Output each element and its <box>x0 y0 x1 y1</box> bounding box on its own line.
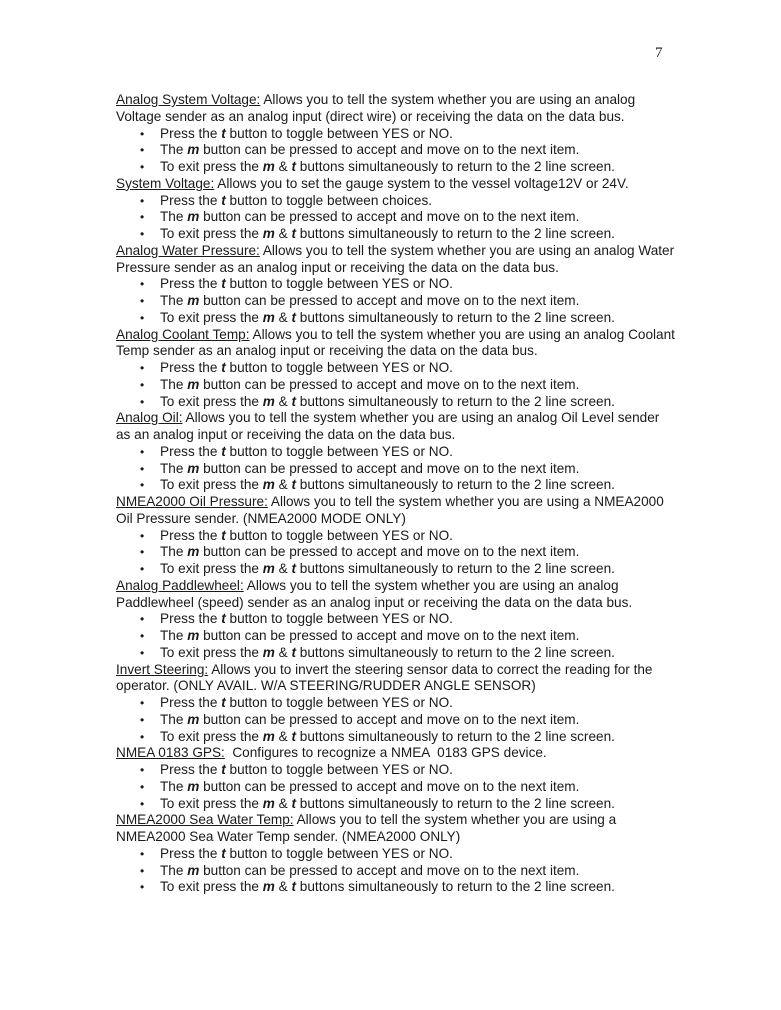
bullet-icon: • <box>140 796 145 811</box>
section-heading: System Voltage: <box>116 175 215 191</box>
bullet-text: To exit press the <box>160 795 263 811</box>
button-key-label: t <box>221 845 226 861</box>
button-key-label: m & t <box>262 226 297 241</box>
bullet-icon: • <box>140 629 145 643</box>
list-item <box>116 193 676 210</box>
button-key-label: t <box>221 527 226 543</box>
bullet-text: buttons simultaneously to return to the 2 line screen. <box>296 226 615 241</box>
bullet-text: The <box>160 711 188 727</box>
section-description <box>116 812 676 846</box>
bullet-icon: • <box>140 562 145 576</box>
button-key-label: m <box>187 778 200 794</box>
button-key-label: m <box>187 209 200 225</box>
section-description <box>116 494 676 528</box>
button-key-label: m <box>187 376 200 392</box>
bullet-text: buttons simultaneously to return to the 2 line screen. <box>296 309 615 325</box>
list-item <box>116 377 676 394</box>
bullet-text: Press the <box>160 443 222 459</box>
bullet-list <box>116 528 676 578</box>
bullet-icon: • <box>140 394 145 409</box>
list-item <box>116 695 676 712</box>
section-description <box>116 578 676 612</box>
bullet-list <box>116 846 676 896</box>
button-key-label: t <box>221 276 226 292</box>
settings-section <box>116 176 676 243</box>
bullet-text: button to toggle between YES or NO. <box>225 360 453 375</box>
button-key-label: m & t <box>262 795 297 811</box>
button-key-label: t <box>221 192 226 208</box>
button-key-label: m & t <box>262 393 297 409</box>
bullet-icon: • <box>140 143 145 158</box>
bullet-icon: • <box>140 377 145 392</box>
list-item <box>116 729 676 746</box>
bullet-text: To exit press the <box>160 477 263 493</box>
button-key-label: m & t <box>262 477 297 493</box>
section-description <box>116 326 679 361</box>
list-item <box>116 310 676 327</box>
bullet-text: button can be pressed to accept and move on to the next item. <box>199 142 580 158</box>
bullet-icon: • <box>140 461 145 476</box>
bullet-text: Press the <box>160 845 222 861</box>
bullet-text: button can be pressed to accept and move on to the next item. <box>199 293 580 308</box>
bullet-text: The <box>160 142 188 158</box>
button-key-label: m & t <box>262 644 297 660</box>
section-text: Allows you to tell the system whether you are using an analog Voltage sender as an analog input (direct wire) or receiving the data on the data bus. <box>116 92 639 124</box>
bullet-text: button can be pressed to accept and move on to the next item. <box>199 460 580 476</box>
section-text: Allows you to tell the system whether you are using an analog Coolant Temp sender as an analog input or receiving the data on the data bus. <box>116 326 679 359</box>
bullet-text: To exit press the <box>160 644 263 660</box>
button-key-label: t <box>221 695 226 710</box>
button-key-label: m & t <box>262 159 297 174</box>
list-item <box>116 209 676 226</box>
settings-section <box>116 662 676 746</box>
section-text: Allows you to set the gauge system to the vessel voltage12V or 24V. <box>214 175 629 191</box>
settings-section <box>116 745 676 812</box>
bullet-text: buttons simultaneously to return to the 2 line screen. <box>296 728 615 744</box>
button-key-label: t <box>221 125 226 141</box>
list-item <box>116 461 676 478</box>
button-key-label: m <box>187 711 200 727</box>
bullet-text: button to toggle between YES or NO. <box>225 125 453 141</box>
bullet-text: buttons simultaneously to return to the 2 line screen. <box>296 393 615 409</box>
list-item <box>116 628 676 645</box>
list-item <box>116 846 676 863</box>
list-item <box>116 863 676 880</box>
bullet-list <box>116 126 676 176</box>
bullet-text: buttons simultaneously to return to the 2 line screen. <box>296 795 615 811</box>
section-text: Allows you to tell the system whether you are using an analog Paddlewheel (speed) sender as an analog input or receiving the data on the data bus. <box>116 577 633 610</box>
button-key-label: m <box>187 142 200 158</box>
list-item <box>116 561 676 578</box>
section-heading: NMEA2000 Sea Water Temp: <box>116 812 294 828</box>
settings-section <box>116 326 679 411</box>
section-description <box>116 410 676 444</box>
list-item <box>116 544 676 561</box>
bullet-icon: • <box>140 645 145 660</box>
bullet-text: The <box>160 376 188 392</box>
bullet-text: button to toggle between YES or NO. <box>225 276 453 292</box>
bullet-text: Press the <box>160 611 222 627</box>
button-key-label: t <box>221 611 226 627</box>
button-key-label: m & t <box>262 728 297 744</box>
bullet-text: buttons simultaneously to return to the 2 line screen. <box>296 159 615 174</box>
bullet-icon: • <box>140 310 145 325</box>
section-heading: Analog Paddlewheel: <box>116 577 244 593</box>
bullet-icon: • <box>140 277 145 292</box>
bullet-text: Press the <box>160 360 222 375</box>
bullet-text: Press the <box>160 527 222 543</box>
bullet-text: To exit press the <box>160 393 263 409</box>
bullet-text: button can be pressed to accept and move on to the next item. <box>199 376 580 392</box>
button-key-label: t <box>221 360 226 375</box>
bullet-text: button to toggle between YES or NO. <box>225 443 453 459</box>
bullet-text: The <box>160 209 188 225</box>
section-text: Allows you to tell the system whether you are using an analog Water Pressure sender as an analog input or receiving the data on the data bus. <box>116 242 678 275</box>
bullet-text: The <box>160 778 188 794</box>
bullet-icon: • <box>140 612 145 627</box>
button-key-label: m & t <box>262 309 297 325</box>
bullet-list <box>116 193 676 243</box>
button-key-label: m <box>187 293 200 308</box>
bullet-text: button to toggle between YES or NO. <box>225 695 453 710</box>
settings-section <box>116 410 676 494</box>
bullet-icon: • <box>140 361 145 375</box>
bullet-text: To exit press the <box>160 561 263 576</box>
settings-section <box>116 92 676 176</box>
settings-section <box>116 243 676 327</box>
bullet-icon: • <box>140 863 145 878</box>
button-key-label: m & t <box>262 879 297 895</box>
page-number: 7 <box>655 45 663 61</box>
button-key-label: m <box>187 628 200 643</box>
section-text: Configures to recognize a NMEA 0183 GPS device. <box>224 745 547 761</box>
bullet-list <box>116 695 676 745</box>
settings-section <box>116 494 676 578</box>
bullet-text: Press the <box>160 192 222 208</box>
bullet-text: buttons simultaneously to return to the 2 line screen. <box>296 477 615 493</box>
button-key-label: t <box>221 762 226 777</box>
bullet-text: Press the <box>160 276 222 292</box>
bullet-icon: • <box>140 478 145 493</box>
bullet-icon: • <box>140 227 145 241</box>
bullet-icon: • <box>140 696 145 710</box>
section-text: Allows you to tell the system whether you are using a NMEA2000 Oil Pressure sender. (NMEA2000 MODE ONLY) <box>116 494 668 526</box>
settings-section <box>116 578 676 662</box>
bullet-icon: • <box>140 763 145 777</box>
bullet-text: button can be pressed to accept and move on to the next item. <box>199 778 580 794</box>
bullet-text: button can be pressed to accept and move on to the next item. <box>199 544 580 560</box>
bullet-text: To exit press the <box>160 728 263 744</box>
section-description <box>116 662 676 696</box>
list-item <box>116 645 676 662</box>
bullet-list <box>116 762 676 812</box>
section-heading: Analog Water Pressure: <box>116 242 260 258</box>
bullet-text: To exit press the <box>160 226 263 241</box>
section-heading: Analog Oil: <box>116 410 183 426</box>
bullet-icon: • <box>140 444 145 459</box>
button-key-label: t <box>221 443 226 459</box>
list-item <box>116 477 676 494</box>
list-item <box>116 394 676 411</box>
bullet-text: button to toggle between YES or NO. <box>225 527 453 543</box>
bullet-text: button can be pressed to accept and move on to the next item. <box>199 209 580 225</box>
list-item <box>116 142 676 159</box>
bullet-text: The <box>160 544 188 560</box>
list-item <box>116 762 676 779</box>
bullet-text: button can be pressed to accept and move on to the next item. <box>199 862 580 878</box>
bullet-text: The <box>160 862 188 878</box>
list-item <box>116 879 676 896</box>
list-item <box>116 293 676 310</box>
bullet-list <box>116 444 676 494</box>
bullet-text: The <box>160 293 188 308</box>
bullet-text: Press the <box>160 695 222 710</box>
bullet-text: To exit press the <box>160 159 263 174</box>
list-item <box>116 444 676 461</box>
bullet-icon: • <box>140 729 145 744</box>
bullet-text: The <box>160 460 188 476</box>
bullet-icon: • <box>140 528 145 543</box>
list-item <box>116 126 676 143</box>
bullet-text: button can be pressed to accept and move on to the next item. <box>199 628 580 643</box>
bullet-text: Press the <box>160 125 222 141</box>
section-text: Allows you to tell the system whether you are using an analog Oil Level sender as an analog input or receiving the data on the data bus. <box>116 410 664 442</box>
section-text: Allows you to tell the system whether you are using a NMEA2000 Sea Water Temp sender. (NMEA2000 ONLY) <box>116 812 620 844</box>
list-item <box>116 779 676 796</box>
bullet-text: buttons simultaneously to return to the 2 line screen. <box>296 644 615 660</box>
bullet-icon: • <box>140 846 145 861</box>
bullet-text: To exit press the <box>160 879 263 895</box>
bullet-text: buttons simultaneously to return to the 2 line screen. <box>296 561 615 576</box>
section-heading: Analog Coolant Temp: <box>116 326 250 342</box>
document-body <box>116 92 679 896</box>
button-key-label: m <box>187 460 200 476</box>
list-item <box>116 796 676 813</box>
button-key-label: m <box>187 862 200 878</box>
section-heading: Invert Steering: <box>116 661 209 677</box>
bullet-text: To exit press the <box>160 309 263 325</box>
section-text: Allows you to invert the steering sensor data to correct the reading for the operator. (ONLY AVAIL. W/A STEERING/RUDDER ANGLE SENSOR) <box>116 661 657 694</box>
bullet-icon: • <box>140 210 145 225</box>
bullet-text: button can be pressed to accept and move on to the next item. <box>199 711 580 727</box>
button-key-label: m & t <box>262 561 297 576</box>
list-item <box>116 360 676 377</box>
section-heading: NMEA2000 Oil Pressure: <box>116 494 268 509</box>
list-item <box>116 226 676 243</box>
bullet-text: button to toggle between YES or NO. <box>225 611 453 627</box>
button-key-label: m <box>187 544 200 560</box>
bullet-icon: • <box>140 712 145 727</box>
section-description <box>116 745 676 762</box>
bullet-text: button to toggle between YES or NO. <box>225 845 453 861</box>
bullet-text: button to toggle between choices. <box>225 192 433 208</box>
section-description <box>116 243 676 277</box>
bullet-list <box>116 276 676 326</box>
bullet-icon: • <box>140 126 145 141</box>
bullet-text: Press the <box>160 762 222 777</box>
bullet-text: button to toggle between YES or NO. <box>225 762 453 777</box>
bullet-icon: • <box>140 880 145 895</box>
list-item <box>116 276 676 293</box>
bullet-icon: • <box>140 193 145 208</box>
list-item <box>116 159 676 176</box>
bullet-icon: • <box>140 160 145 174</box>
bullet-icon: • <box>140 545 145 560</box>
section-description <box>116 176 676 193</box>
bullet-list <box>116 360 676 410</box>
bullet-list <box>116 611 676 661</box>
bullet-icon: • <box>140 294 145 308</box>
bullet-text: buttons simultaneously to return to the 2 line screen. <box>296 879 615 895</box>
settings-section <box>116 812 676 896</box>
section-heading: NMEA 0183 GPS: <box>116 745 225 761</box>
list-item <box>116 528 676 545</box>
bullet-text: The <box>160 628 188 643</box>
section-heading: Analog System Voltage: <box>116 92 261 107</box>
section-description <box>116 92 676 126</box>
list-item <box>116 611 676 628</box>
list-item <box>116 712 676 729</box>
bullet-icon: • <box>140 779 145 794</box>
